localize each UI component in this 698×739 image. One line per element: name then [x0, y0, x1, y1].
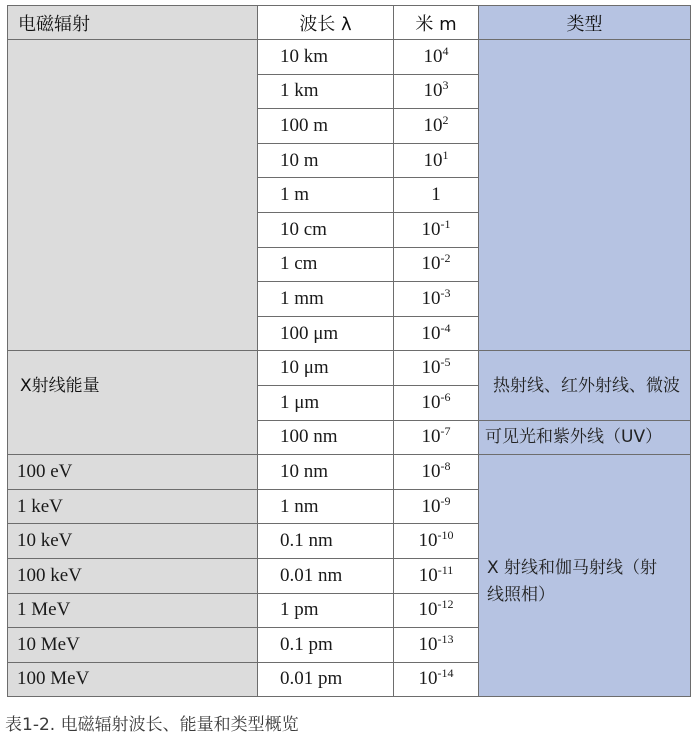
- table-row: [8, 351, 691, 386]
- meters-base: 1: [431, 184, 441, 206]
- meters-cell: [394, 385, 479, 420]
- wavelength-cell: 1 km: [258, 74, 394, 109]
- meters-cell: [394, 282, 479, 317]
- meters-base: 10: [421, 426, 441, 448]
- meters-exponent: -2: [440, 251, 451, 266]
- wavelength-cell: 1 nm: [258, 489, 394, 524]
- meters-cell: [394, 558, 479, 593]
- meters-exponent: -10: [437, 528, 454, 543]
- meters-exponent: -5: [440, 355, 451, 370]
- header-wavelength: 波长 λ: [258, 6, 394, 40]
- wavelength-cell: 10 nm: [258, 455, 394, 490]
- energy-cell: 10 keV: [8, 524, 258, 559]
- meters-exponent: -14: [437, 666, 454, 681]
- wavelength-cell: 100 m: [258, 109, 394, 144]
- meters-cell: [394, 455, 479, 490]
- type-infrared: 热射线、红外射线、微波: [479, 351, 691, 420]
- meters-base: 10: [421, 495, 441, 517]
- wavelength-cell: 10 cm: [258, 212, 394, 247]
- meters-base: 10: [421, 218, 441, 240]
- meters-base: 10: [421, 287, 441, 309]
- meters-base: 10: [421, 391, 441, 413]
- blank-energy-cell: [8, 40, 258, 351]
- header-radiation: 电磁辐射: [8, 6, 258, 40]
- meters-base: 10: [421, 357, 441, 379]
- meters-exponent: -7: [440, 424, 451, 439]
- wavelength-cell: 1 μm: [258, 385, 394, 420]
- energy-cell: 1 MeV: [8, 593, 258, 628]
- meters-exponent: 2: [442, 112, 449, 127]
- xray-energy-label: X射线能量: [8, 351, 258, 455]
- header-row: [8, 6, 691, 40]
- type-visible-uv: 可见光和紫外线（UV）: [479, 420, 691, 455]
- wavelength-cell: 1 m: [258, 178, 394, 213]
- meters-base: 10: [418, 564, 438, 586]
- meters-cell: [394, 40, 479, 75]
- table-row: [8, 40, 691, 75]
- header-meters: 米 m: [394, 6, 479, 40]
- type-xray-gamma: X 射线和伽马射线（射线照相）: [479, 455, 691, 697]
- wavelength-cell: 100 nm: [258, 420, 394, 455]
- wavelength-cell: 0.01 pm: [258, 662, 394, 697]
- table-caption: 表1-2. 电磁辐射波长、能量和类型概览: [5, 715, 299, 735]
- wavelength-cell: 1 pm: [258, 593, 394, 628]
- meters-cell: [394, 351, 479, 386]
- meters-exponent: -8: [440, 458, 451, 473]
- meters-cell: [394, 489, 479, 524]
- meters-base: 10: [421, 253, 441, 275]
- meters-exponent: -3: [440, 285, 451, 300]
- meters-exponent: -11: [437, 562, 454, 577]
- meters-cell: [394, 593, 479, 628]
- meters-cell: [394, 143, 479, 178]
- meters-cell: [394, 178, 479, 213]
- meters-base: 10: [423, 45, 443, 67]
- meters-cell: [394, 420, 479, 455]
- meters-base: 10: [423, 114, 443, 136]
- em-radiation-table: [7, 5, 691, 697]
- energy-cell: 10 MeV: [8, 628, 258, 663]
- meters-cell: [394, 109, 479, 144]
- meters-exponent: -12: [437, 597, 454, 612]
- meters-base: 10: [423, 80, 443, 102]
- energy-cell: 1 keV: [8, 489, 258, 524]
- meters-exponent: -6: [440, 389, 451, 404]
- wavelength-cell: 1 cm: [258, 247, 394, 282]
- meters-base: 10: [421, 322, 441, 344]
- meters-exponent: -13: [437, 631, 454, 646]
- meters-cell: [394, 212, 479, 247]
- energy-cell: 100 eV: [8, 455, 258, 490]
- energy-cell: 100 keV: [8, 558, 258, 593]
- meters-exponent: 3: [442, 78, 449, 93]
- header-type: 类型: [479, 6, 691, 40]
- wavelength-cell: 1 mm: [258, 282, 394, 317]
- meters-exponent: 4: [442, 43, 449, 58]
- meters-base: 10: [418, 668, 438, 690]
- table-row: [8, 455, 691, 490]
- meters-base: 10: [418, 633, 438, 655]
- meters-cell: [394, 247, 479, 282]
- meters-base: 10: [418, 599, 438, 621]
- meters-exponent: -4: [440, 320, 451, 335]
- wavelength-cell: 0.1 pm: [258, 628, 394, 663]
- meters-cell: [394, 662, 479, 697]
- wavelength-cell: 10 km: [258, 40, 394, 75]
- wavelength-cell: 0.01 nm: [258, 558, 394, 593]
- meters-cell: [394, 524, 479, 559]
- wavelength-cell: 10 m: [258, 143, 394, 178]
- blank-type-cell: [479, 40, 691, 351]
- wavelength-cell: 100 μm: [258, 316, 394, 351]
- energy-cell: 100 MeV: [8, 662, 258, 697]
- wavelength-cell: 10 μm: [258, 351, 394, 386]
- meters-cell: [394, 74, 479, 109]
- meters-cell: [394, 628, 479, 663]
- meters-exponent: 1: [442, 147, 449, 162]
- meters-exponent: -1: [440, 216, 451, 231]
- wavelength-cell: 0.1 nm: [258, 524, 394, 559]
- meters-cell: [394, 316, 479, 351]
- meters-base: 10: [421, 460, 441, 482]
- meters-base: 10: [423, 149, 443, 171]
- meters-exponent: -9: [440, 493, 451, 508]
- meters-base: 10: [418, 530, 438, 552]
